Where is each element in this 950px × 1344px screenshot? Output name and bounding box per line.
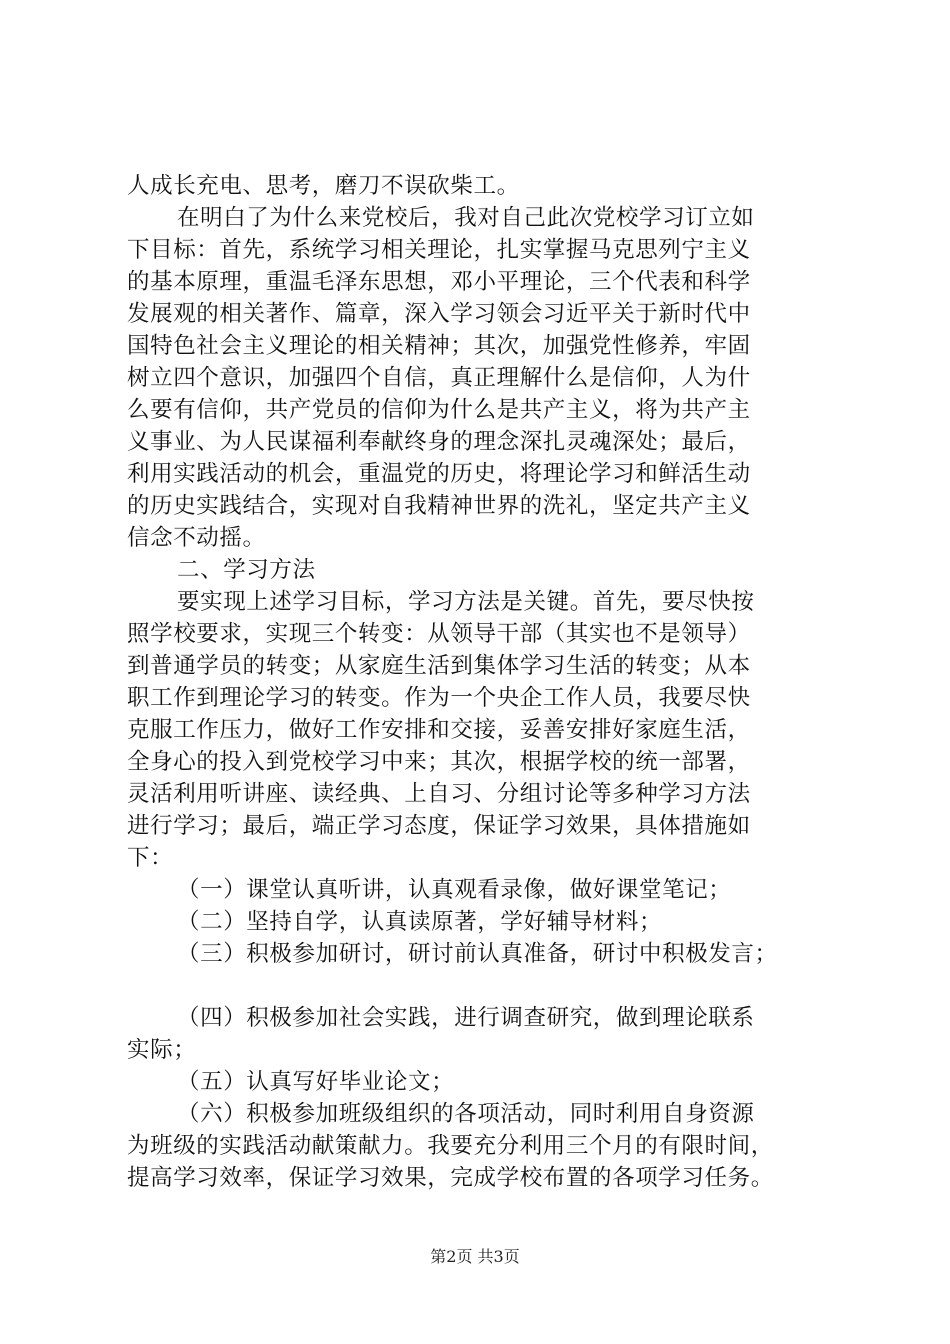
text-line: 下目标：首先，系统学习相关理论，扎实掌握马克思列宁主义 (127, 237, 751, 263)
text-line: 职工作到理论学习的转变。作为一个央企工作人员，我要尽快 (127, 685, 751, 711)
text-line: 二、学习方法 (177, 557, 316, 583)
text-line: 树立四个意识，加强四个自信，真正理解什么是信仰，人为什 (127, 365, 751, 391)
text-line: 利用实践活动的机会，重温党的历史，将理论学习和鲜活生动 (127, 461, 751, 487)
text-line: 全身心的投入到党校学习中来；其次，根据学校的统一部署， (127, 749, 751, 775)
text-line: 实际； (127, 1037, 197, 1063)
text-line: 提高学习效率，保证学习效果，完成学校布置的各项学习任务。 (127, 1165, 774, 1191)
text-line: 的历史实践结合，实现对自我精神世界的洗礼，坚定共产主义 (127, 493, 751, 519)
text-line: （二）坚持自学，认真读原著，学好辅导材料； (177, 909, 663, 935)
text-line: 进行学习；最后，端正学习态度，保证学习效果，具体措施如 (127, 813, 751, 839)
text-line: 要实现上述学习目标，学习方法是关键。首先，要尽快按 (177, 589, 755, 615)
text-line: 义事业、为人民谋福利奉献终身的理念深扎灵魂深处；最后， (127, 429, 751, 455)
text-line: 人成长充电、思考，磨刀不误砍柴工。 (127, 173, 520, 199)
text-line: 的基本原理，重温毛泽东思想，邓小平理论，三个代表和科学 (127, 269, 751, 295)
text-line: 照学校要求，实现三个转变：从领导干部（其实也不是领导） (127, 621, 751, 647)
text-line: 发展观的相关著作、篇章，深入学习领会习近平关于新时代中 (127, 301, 751, 327)
text-line: 为班级的实践活动献策献力。我要充分利用三个月的有限时间， (127, 1133, 774, 1159)
text-line: （三）积极参加研讨，研讨前认真准备，研讨中积极发言； (177, 941, 778, 967)
text-line: （一）课堂认真听讲，认真观看录像，做好课堂笔记； (177, 877, 732, 903)
text-line: 到普通学员的转变；从家庭生活到集体学习生活的转变；从本 (127, 653, 751, 679)
text-line: （五）认真写好毕业论文； (177, 1069, 455, 1095)
text-line: 国特色社会主义理论的相关精神；其次，加强党性修养，牢固 (127, 333, 751, 359)
text-line: 么要有信仰，共产党员的信仰为什么是共产主义，将为共产主 (127, 397, 751, 423)
text-line: 克服工作压力，做好工作安排和交接，妥善安排好家庭生活， (127, 717, 751, 743)
blank-line (127, 970, 839, 1002)
document-body (127, 170, 839, 1194)
page-footer: 第2页 共3页 (430, 1247, 520, 1266)
text-line: 灵活利用听讲座、读经典、上自习、分组讨论等多种学习方法 (127, 781, 751, 807)
text-line: 信念不动摇。 (127, 525, 266, 551)
text-line: 在明白了为什么来党校后，我对自己此次党校学习订立如 (177, 205, 755, 231)
text-line: 下： (127, 845, 174, 871)
text-line: （四）积极参加社会实践，进行调查研究，做到理论联系 (177, 1005, 755, 1031)
text-line: （六）积极参加班级组织的各项活动，同时利用自身资源 (177, 1101, 755, 1127)
